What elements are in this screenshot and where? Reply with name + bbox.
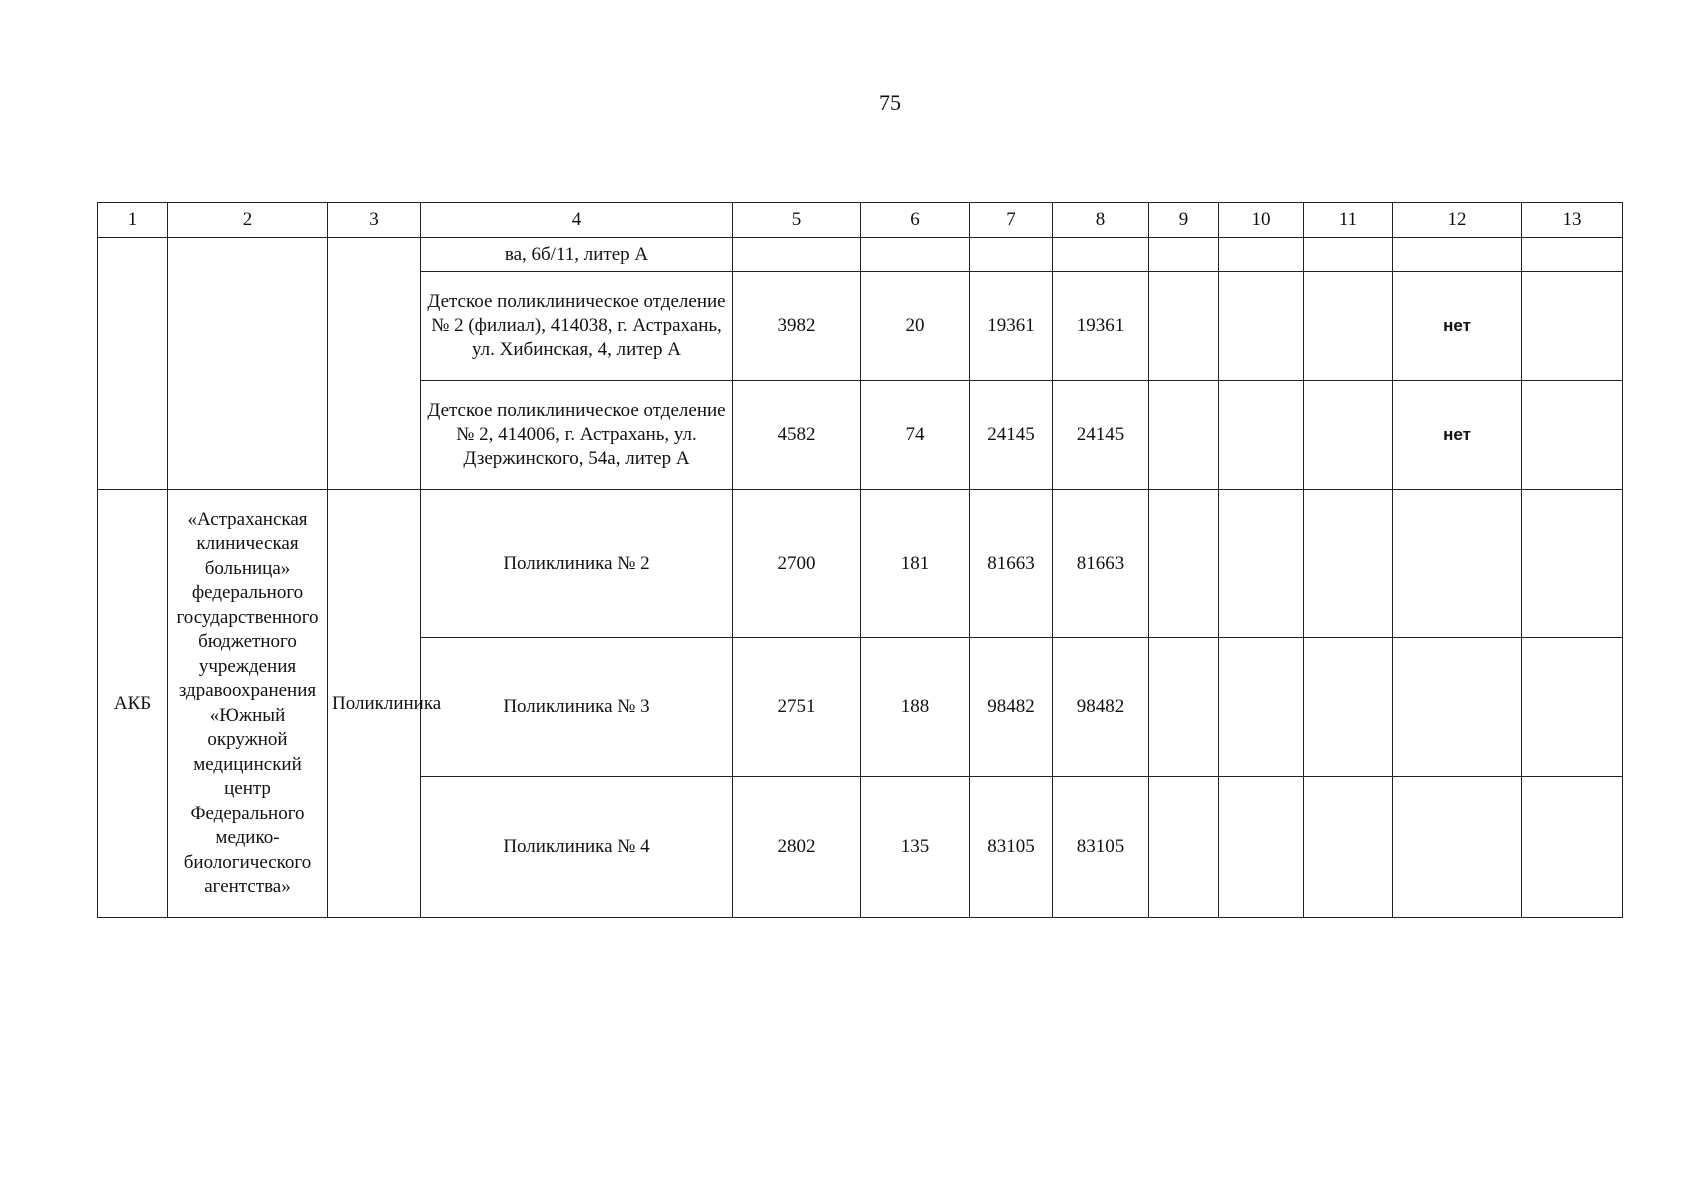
- status-cell: нет: [1393, 381, 1522, 490]
- empty-cell: [1304, 638, 1393, 777]
- header-cell: 1: [98, 203, 168, 238]
- value-cell: [1053, 238, 1149, 272]
- value-cell: 81663: [1053, 490, 1149, 638]
- status-cell: нет: [1393, 272, 1522, 381]
- code-cell: АКБ: [98, 490, 168, 918]
- value-cell: 2700: [733, 490, 861, 638]
- header-cell: 12: [1393, 203, 1522, 238]
- value-cell: 181: [861, 490, 970, 638]
- empty-cell: [1219, 638, 1304, 777]
- header-cell: 7: [970, 203, 1053, 238]
- empty-cell: [168, 238, 328, 490]
- address-cell: Поликлиника № 4: [421, 777, 733, 918]
- header-cell: 9: [1149, 203, 1219, 238]
- empty-cell: [1304, 272, 1393, 381]
- empty-cell: [1393, 777, 1522, 918]
- empty-cell: [1522, 381, 1623, 490]
- empty-cell: [1149, 490, 1219, 638]
- header-cell: 3: [328, 203, 421, 238]
- address-cell: Детское поликлиническое отделение № 2, 414006, г. Астрахань, ул. Дзержинского, 54а, литер А: [421, 381, 733, 490]
- empty-cell: [1304, 490, 1393, 638]
- value-cell: 2802: [733, 777, 861, 918]
- value-cell: 135: [861, 777, 970, 918]
- empty-cell: [1522, 238, 1623, 272]
- header-cell: 6: [861, 203, 970, 238]
- data-table: [97, 202, 1623, 918]
- value-cell: 20: [861, 272, 970, 381]
- value-cell: [861, 238, 970, 272]
- header-cell: 10: [1219, 203, 1304, 238]
- table-row: [98, 238, 1623, 272]
- empty-cell: [1522, 638, 1623, 777]
- value-cell: [733, 238, 861, 272]
- header-row: [98, 203, 1623, 238]
- empty-cell: [1219, 777, 1304, 918]
- empty-cell: [1149, 238, 1219, 272]
- table-row: [98, 490, 1623, 638]
- header-cell: 4: [421, 203, 733, 238]
- empty-cell: [1304, 777, 1393, 918]
- type-cell: Поликлиника: [328, 490, 421, 918]
- header-cell: 13: [1522, 203, 1623, 238]
- header-cell: 8: [1053, 203, 1149, 238]
- header-cell: 11: [1304, 203, 1393, 238]
- address-cell: Поликлиника № 3: [421, 638, 733, 777]
- address-cell: Детское поликлиническое отделение № 2 (филиал), 414038, г. Астрахань, ул. Хибинская, 4, литер А: [421, 272, 733, 381]
- empty-cell: [1393, 490, 1522, 638]
- value-cell: 98482: [970, 638, 1053, 777]
- value-cell: 19361: [970, 272, 1053, 381]
- empty-cell: [1149, 272, 1219, 381]
- empty-cell: [1219, 238, 1304, 272]
- empty-cell: [1304, 238, 1393, 272]
- header-cell: 5: [733, 203, 861, 238]
- empty-cell: [1393, 638, 1522, 777]
- empty-cell: [1149, 381, 1219, 490]
- value-cell: 81663: [970, 490, 1053, 638]
- empty-cell: [328, 238, 421, 490]
- value-cell: 188: [861, 638, 970, 777]
- empty-cell: [1219, 381, 1304, 490]
- value-cell: 19361: [1053, 272, 1149, 381]
- empty-cell: [1522, 272, 1623, 381]
- value-cell: [1393, 238, 1522, 272]
- value-cell: 3982: [733, 272, 861, 381]
- address-cell: ва, 6б/11, литер А: [421, 238, 733, 272]
- page-number: 75: [879, 90, 901, 115]
- empty-cell: [98, 238, 168, 490]
- value-cell: 74: [861, 381, 970, 490]
- empty-cell: [1219, 490, 1304, 638]
- value-cell: 83105: [1053, 777, 1149, 918]
- empty-cell: [1522, 490, 1623, 638]
- header-cell: 2: [168, 203, 328, 238]
- value-cell: 98482: [1053, 638, 1149, 777]
- organization-cell: «Астраханская клиническая больница» федерального государственного бюджетного учреждения здравоохранения «Южный окружной медицинский центр Федерального медико-биологического агентства»: [168, 490, 328, 918]
- value-cell: 24145: [1053, 381, 1149, 490]
- value-cell: 2751: [733, 638, 861, 777]
- value-cell: 83105: [970, 777, 1053, 918]
- address-cell: Поликлиника № 2: [421, 490, 733, 638]
- empty-cell: [1304, 381, 1393, 490]
- empty-cell: [1219, 272, 1304, 381]
- empty-cell: [1522, 777, 1623, 918]
- value-cell: 24145: [970, 381, 1053, 490]
- empty-cell: [1149, 638, 1219, 777]
- value-cell: [970, 238, 1053, 272]
- value-cell: 4582: [733, 381, 861, 490]
- empty-cell: [1149, 777, 1219, 918]
